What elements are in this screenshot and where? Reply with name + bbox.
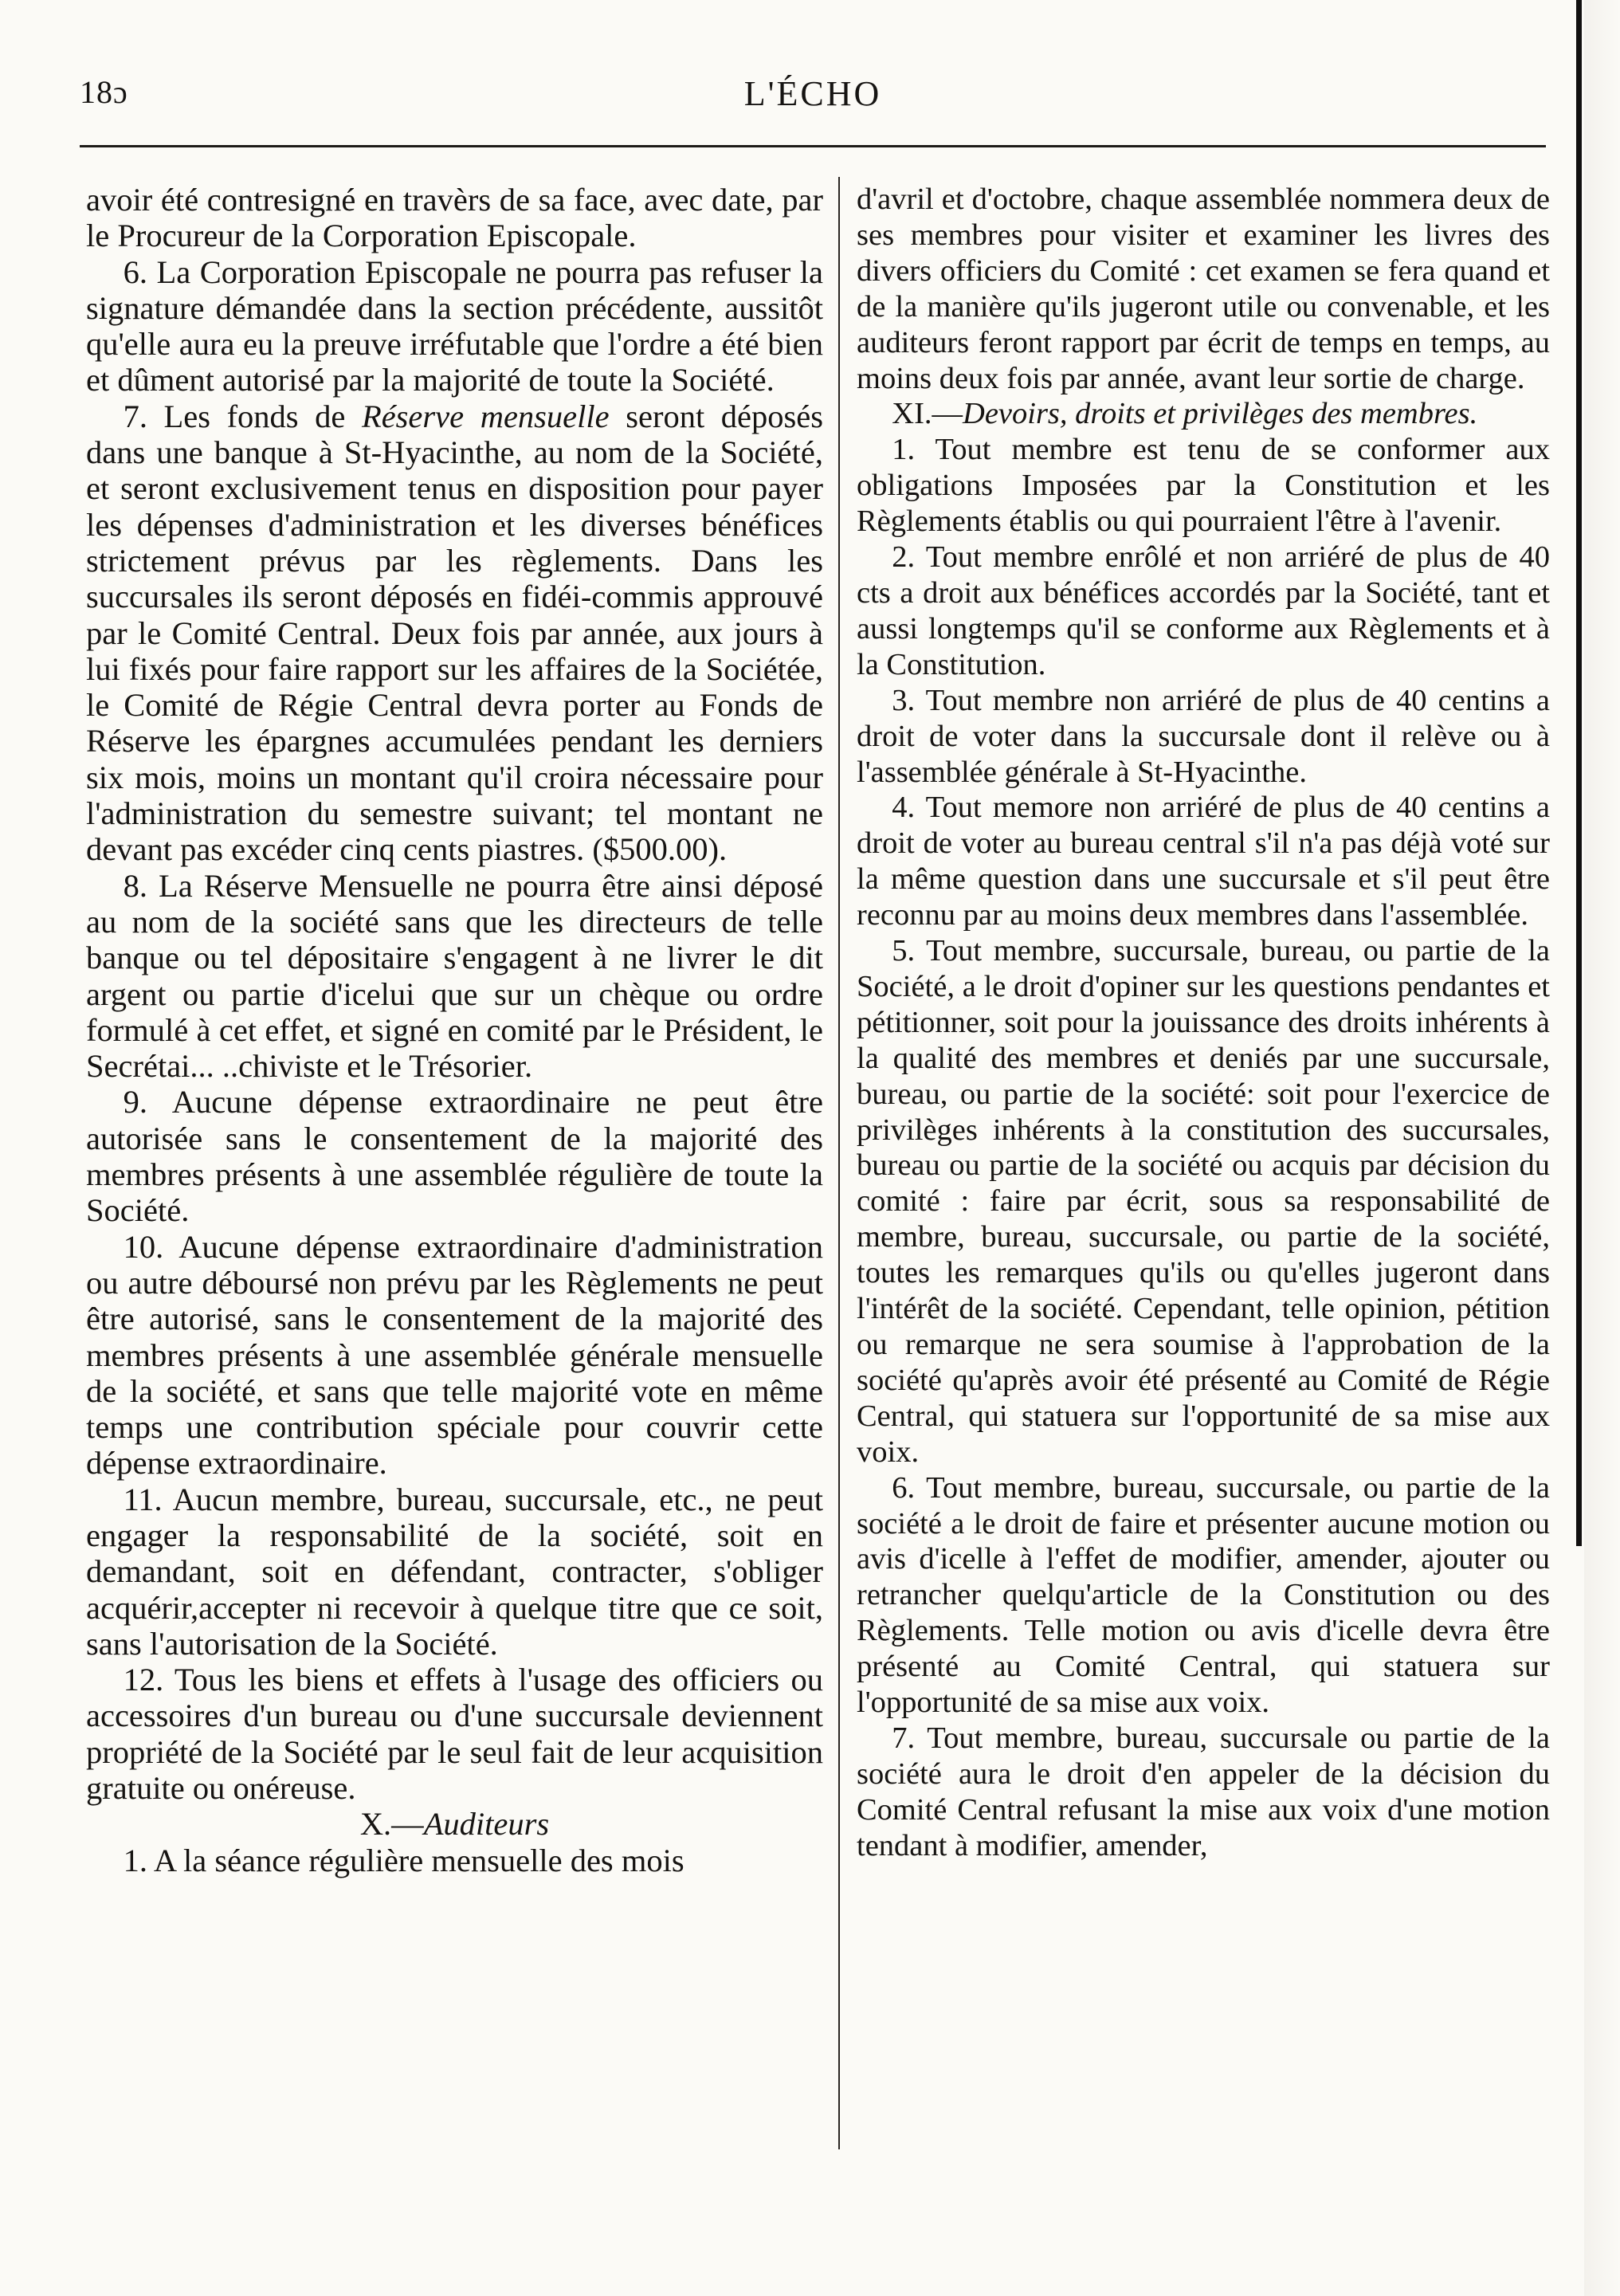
section-xi-number: XI.—: [892, 397, 963, 431]
column-rule: [838, 177, 840, 2149]
left-column: [86, 182, 823, 1878]
paragraph-xi-1: 1. Tout membre est tenu de se conformer aux obligations Imposées par la Constitution et les Règlements établis ou qui pourraient l'être à l'avenir.: [857, 433, 1550, 539]
paragraph-12: 12. Tous les biens et effets à l'usage des officiers ou accessoires d'un bureau ou d'une succursale deviennent propriété de la Société par le seul fait de leur acquisition gratuite ou onéreuse.: [86, 1662, 823, 1807]
page-number: 18ɔ: [80, 74, 128, 110]
section-xi-title: Devoirs, droits et privilèges des membres.: [963, 397, 1478, 431]
paragraph-xi-7: 7. Tout membre, bureau, succursale ou partie de la société aura le droit d'en appeler de la décision du Comité Central refusant la mise aux voix d'une motion tendant à modifier, amender,: [857, 1721, 1550, 1862]
running-title: L'ÉCHO: [743, 74, 882, 113]
section-heading-xi: [857, 396, 1550, 432]
paragraph-7-italic: Réserve mensuelle: [361, 398, 610, 434]
section-heading-x: [86, 1806, 823, 1842]
paragraph-9: 9. Aucune dépense extraordinaire ne peut être autorisée sans le consentement de la majorité des membres présents à une assemblée régulière de toute la Société.: [86, 1084, 823, 1229]
page-header: [80, 73, 1546, 121]
paragraph-x-1-continuation: d'avril et d'octobre, chaque assemblée nommera deux de ses membres pour visiter et examiner les livres des divers officiers du Comité : cet examen se fera quand et de la manière qu'ils jugeront utile ou convenable, et les auditeurs feront rapport par écrit de temps en temps, au moins deux fois par année, avant leur sortie de charge.: [857, 183, 1550, 395]
header-rule: [80, 145, 1546, 147]
section-x-title: Auditeurs: [423, 1806, 550, 1843]
paragraph-xi-3: 3. Tout membre non arriéré de plus de 40 centins a droit de voter dans la succursale dont il relève ou à l'assemblée générale à St-Hyacinthe.: [857, 683, 1550, 789]
paragraph-7-start: 7. Les fonds de: [123, 398, 362, 434]
paragraph-xi-6: 6. Tout membre, bureau, succursale, ou partie de la société a le droit de faire et présenter aucune motion ou avis d'icelle à l'effet de modifier, amender, ajouter ou retrancher quelqu'article de la Constitution ou des Règlements. Telle motion ou avis d'icelle devra être présenté au Comité Central, qui statuera sur l'opportunité de sa mise aux voix.: [857, 1470, 1550, 1720]
paragraph-x-1: 1. A la séance régulière mensuelle des mois: [123, 1842, 684, 1878]
section-x-number: X.—: [359, 1806, 424, 1843]
right-column: [857, 182, 1550, 1864]
paragraph-continuation: avoir été contresigné en travèrs de sa face, avec date, par le Procureur de la Corporation Episcopale.: [86, 182, 823, 254]
paragraph-11: 11. Aucun membre, bureau, succursale, etc., ne peut engager la responsabilité de la société, soit en demandant, soit en défendant, contracter, s'obliger acquérir,accepter ni recevoir à quelque titre que ce soit, sans l'autorisation de la Société.: [86, 1481, 823, 1662]
paragraph-10: 10. Aucune dépense extraordinaire d'administration ou autre déboursé non prévu par les Règlements ne peut être autorisé, sans le consentement de la majorité des membres présents à une assemblée générale mensuelle de la société, et sans que telle majorité vote en même temps une contribution spéciale pour couvrir cette dépense extraordinaire.: [86, 1228, 823, 1482]
paragraph-xi-5: 5. Tout membre, succursale, bureau, ou partie de la Société, a le droit d'opiner sur les questions pendantes et pétitionner, soit pour la jouissance des droits inhérents à la qualité des membres et deniés par une succursale, bureau, ou partie de la société: soit pour l'exercice de privilèges inhérents à la constitution des succursales, bureau ou partie de la société ou acquis par décision du comité : faire par écrit, sous sa responsabilité de membre, bureau, succursale, ou partie de la société, toutes les remarques qu'ils ou qu'elles jugeront dans l'intérêt de la société. Cependant, telle opinion, pétition ou remarque ne sera soumise à l'approbation de la société qu'après avoir été présenté au Comité de Régie Central, qui statuera sur l'opportunité de sa mise aux voix.: [857, 934, 1550, 1469]
paragraph-6: 6. La Corporation Episcopale ne pourra pas refuser la signature démandée dans la section précédente, aussitôt qu'elle aura eu la preuve irréfutable que l'ordre a été bien et dûment autorisé par la majorité de toute la Société.: [86, 253, 823, 398]
paragraph-xi-4: 4. Tout memore non arriéré de plus de 40 centins a droit de voter au bureau central s'il n'a pas déjà voté sur la même question dans une succursale et s'il peut être reconnu par au moins deux membres dans l'assemblée.: [857, 791, 1550, 932]
page-edge-mark: [1576, 0, 1582, 1546]
paragraph-xi-2: 2. Tout membre enrôlé et non arriéré de plus de 40 cts a droit aux bénéfices accordés par la Société, tant et aussi longtemps qu'il se conforme aux Règlements et à la Constitution.: [857, 540, 1550, 681]
paragraph-8: 8. La Réserve Mensuelle ne pourra être ainsi déposé au nom de la société sans que les directeurs de telle banque ou tel dépositaire s'engagent à ne livrer le dit argent ou partie d'icelui que sur un chèque ou ordre formulé à cet effet, et signé en comité par le Président, le Secrétai... ..chiviste et le Trésorier.: [86, 867, 823, 1085]
paragraph-7-rest: seront déposés dans une banque à St-Hyacinthe, au nom de la Société, et seront exclusivement tenus en disposition pour payer les dépenses d'administration et les diverses bénéfices strictement prévus par les règlements. Dans les succursales ils seront déposés en fidéi-commis approuvé par le Comité Central. Deux fois par année, aux jours à lui fixés pour faire rapport sur les affaires de la Sociétée, le Comité de Régie Central devra porter au Fonds de Réserve les épargnes accumulées pendant les derniers six mois, moins un montant qu'il croira nécessaire pour l'administration du semestre suivant; tel montant ne devant pas excéder cinq cents piastres. ($500.00).: [86, 398, 823, 868]
paragraph-7: [86, 398, 823, 868]
page-edge-shadow: [1584, 0, 1620, 2296]
